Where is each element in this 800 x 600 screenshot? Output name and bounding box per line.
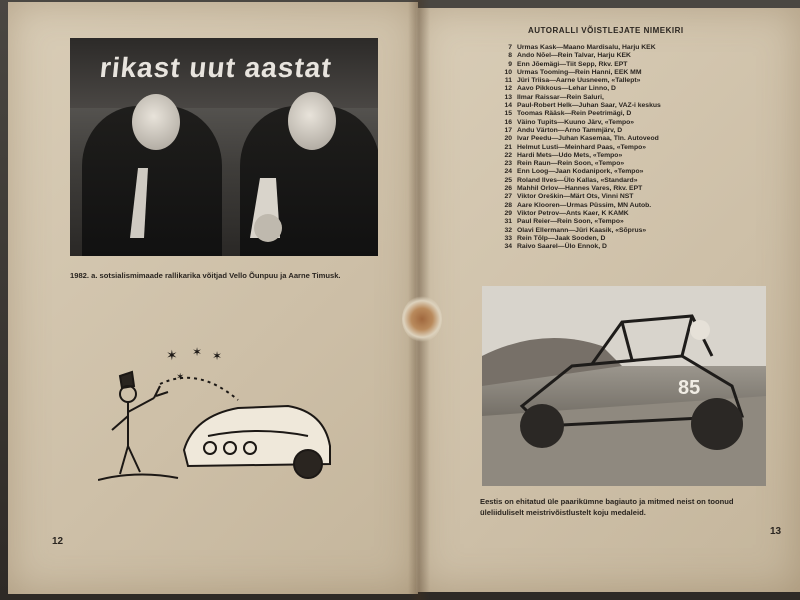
flowers — [254, 214, 282, 242]
cartoon-slingshot — [154, 386, 168, 398]
list-item — [498, 177, 788, 185]
list-item — [498, 243, 788, 251]
entry-number: 10 — [504, 68, 512, 76]
entry-number: 11 — [504, 77, 512, 85]
buggy-rear-wheel — [691, 398, 743, 450]
cartoon-illustration — [98, 346, 348, 486]
trophy-left — [130, 168, 148, 238]
entry-number: 22 — [504, 151, 512, 159]
entry-text: Rein Raun—Rein Soon, «Tempo» — [517, 160, 625, 168]
entry-text: Raivo Saarel—Ülo Ennok, D — [517, 243, 607, 251]
list-item — [498, 160, 788, 168]
buggy-front-wheel — [520, 404, 564, 448]
cartoon-stars — [166, 346, 222, 383]
list-item — [498, 77, 788, 85]
list-item — [498, 193, 788, 201]
entry-number: 12 — [504, 85, 512, 93]
list-item — [498, 52, 788, 60]
svg-text:✶: ✶ — [166, 348, 178, 364]
entry-text: Paul Reier—Rein Soon, «Tempo» — [517, 218, 624, 226]
entry-text: Aavo Pikkous—Lehar Linno, D — [517, 85, 616, 93]
entry-text: Enn Jõemägi—Tiit Sepp, Rkv. EPT — [517, 60, 628, 68]
entry-number: 27 — [504, 193, 512, 201]
entry-text: Hardi Mets—Udo Mets, «Tempo» — [517, 151, 623, 159]
entry-number: 14 — [504, 102, 512, 110]
list-item — [498, 61, 788, 69]
entry-text: Ilmar Raissar—Rein Saluri, — [517, 93, 604, 101]
svg-text:✶: ✶ — [212, 349, 223, 363]
cartoon-grass — [98, 474, 178, 480]
entry-number: 26 — [504, 185, 512, 193]
list-item — [498, 185, 788, 193]
list-item — [498, 102, 788, 110]
cartoon-car-wheel — [294, 450, 322, 478]
entry-text: Roland Ilves—Ülo Kallas, «Standard» — [517, 176, 638, 184]
buggy-photo — [482, 286, 766, 486]
entry-number: 24 — [504, 168, 512, 176]
awards-caption: 1982. a. sotsialismimaade rallikarika võitjad Vello Õunpuu ja Aarne Timusk. — [70, 271, 341, 280]
cartoon-man-body — [112, 398, 154, 474]
staple-hole — [402, 296, 442, 342]
competitors-list — [498, 44, 788, 251]
entry-text: Paul-Robert Helk—Juhan Saar, VAZ-i keskus — [517, 102, 661, 110]
entry-number: 7 — [508, 44, 512, 51]
entry-text: Jüri Triisa—Aarne Uusneem, «Tallept» — [517, 77, 641, 85]
entry-text: Urmas Tooming—Rein Hanni, EEK MM — [517, 68, 642, 76]
entry-number: 31 — [504, 218, 512, 226]
entry-number: 8 — [508, 52, 512, 60]
cartoon-man-head — [120, 386, 136, 402]
list-item — [498, 210, 788, 218]
entry-number: 21 — [504, 143, 512, 151]
list-item — [498, 144, 788, 152]
entry-text: Enn Loog—Jaan Kodanipork, «Tempo» — [517, 168, 644, 176]
buggy-drawing — [482, 286, 766, 486]
entry-number: 34 — [504, 243, 512, 251]
list-item — [498, 227, 788, 235]
entry-number: 28 — [504, 201, 512, 209]
buggy-caption: Eestis on ehitatud üle paarikümne bagiauto ja mitmed neist on toonud üleliiduliselt meistrivõistlustelt koju medaleid. — [480, 497, 734, 517]
entry-number: 23 — [504, 160, 512, 168]
entry-number: 29 — [504, 209, 512, 217]
page-number-right: 13 — [770, 526, 782, 537]
entry-text: Viktor Petrov—Ants Kaer, K KAMK — [517, 209, 629, 217]
entry-text: Andu Värton—Arno Tammjärv, D — [517, 126, 623, 134]
entry-number: 25 — [504, 176, 512, 184]
list-item — [498, 218, 788, 226]
list-item — [498, 94, 788, 102]
list-item — [498, 85, 788, 93]
entry-text: Toomas Rääsk—Rein Peetrimägi, D — [517, 110, 632, 118]
entry-number: 33 — [504, 234, 512, 242]
driver-helmet — [690, 320, 710, 340]
entry-number: 17 — [504, 126, 512, 134]
trophies-drawing — [70, 38, 378, 256]
entry-text: Rein Tõlp—Jaak Sooden, D — [517, 234, 606, 242]
entry-text: Urmas Kask—Maano Mardisalu, Harju KEK — [517, 44, 656, 51]
entry-number: 20 — [504, 135, 512, 143]
entry-number: 16 — [504, 118, 512, 126]
entry-number: 15 — [504, 110, 512, 118]
list-item — [498, 69, 788, 77]
list-item — [498, 119, 788, 127]
list-item — [498, 127, 788, 135]
list-item — [498, 44, 788, 52]
awards-photo — [70, 38, 378, 256]
list-item — [498, 110, 788, 118]
entry-number: 9 — [508, 60, 512, 68]
entry-number: 13 — [504, 93, 512, 101]
entry-text: Helmut Lusti—Meinhard Paas, «Tempo» — [517, 143, 647, 151]
list-item — [498, 168, 788, 176]
svg-text:✶: ✶ — [176, 372, 185, 383]
stone-trajectory — [160, 378, 238, 400]
entry-text: Mahhil Orlov—Hannes Vares, Rkv. EPT — [517, 185, 643, 193]
entry-text: Olavi Ellermann—Jüri Kaasik, «Sõprus» — [517, 226, 647, 234]
entry-text: Aare Klooren—Urmas Püssim, MN Autob. — [517, 201, 652, 209]
entry-number: 32 — [504, 226, 512, 234]
entry-text: Viktor Oreškin—Märt Ots, Vinni NST — [517, 193, 634, 201]
buggy-number: 85 — [678, 377, 701, 399]
list-item — [498, 202, 788, 210]
list-item — [498, 135, 788, 143]
entry-text: Väino Tupits—Kuuno Järv, «Tempo» — [517, 118, 635, 126]
entry-text: Ando Nõel—Rein Talvar, Harju KEK — [517, 52, 631, 60]
list-item — [498, 152, 788, 160]
entry-text: Ivar Peedu—Juhan Kasemaa, Tln. Autoveod — [517, 135, 659, 143]
competitors-list-title: AUTORALLI VÕISTLEJATE NIMEKIRI — [528, 26, 684, 35]
page-number-left: 12 — [52, 536, 64, 547]
list-item — [498, 235, 788, 243]
banner-text: rikast uut aastat — [98, 52, 334, 83]
svg-text:✶: ✶ — [192, 346, 203, 359]
